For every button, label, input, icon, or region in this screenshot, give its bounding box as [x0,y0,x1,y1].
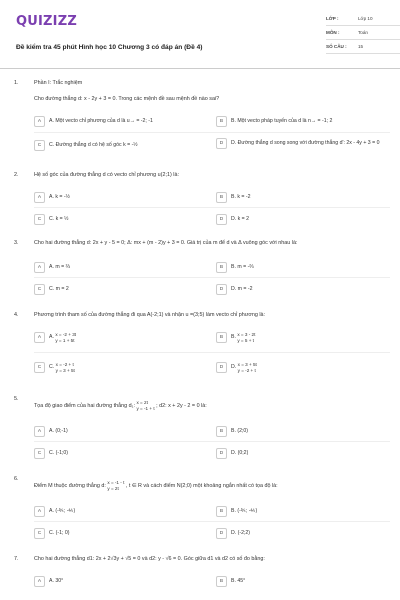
equation-system [55,332,76,343]
equation-line: y = -1 + t [136,405,155,411]
option-a[interactable] [34,192,212,203]
option-c[interactable] [34,362,212,373]
question-text: Phương trình tham số của đường thẳng đi qua A(-2;1) và nhận u =(3;5) làm vecto chỉ phương là: [34,312,266,318]
option-text: A. m = ⅔ [49,264,70,271]
meta-value: 15 [358,44,364,49]
option-letter: C [34,214,45,225]
question-number: 4. [14,312,19,318]
option-divider [34,132,390,133]
option-divider [34,352,390,353]
option-a[interactable] [34,426,212,437]
equation-system [107,480,124,491]
question-number: 6. [14,476,19,482]
question-number: 3. [14,240,19,246]
page-title: Đề kiểm tra 45 phút Hình học 10 Chương 3 có đáp án (Đề 4) [16,44,203,51]
question-text [34,480,384,491]
equation-line: x = 3 - 2t [237,332,256,337]
option-b[interactable] [216,192,394,203]
meta-row-subject [326,26,400,40]
option-letter: B [216,506,227,517]
meta-table [326,12,400,54]
option-text: B. (2;0) [231,428,249,435]
option-text: A. (0;-1) [49,428,68,435]
question-text: Cho đường thẳng d: x - 2y + 3 = 0. Trong các mệnh đề sau mệnh đề nào sai? [34,96,220,102]
option-text: B. 45° [231,578,246,585]
equation-line: x = 2t [136,400,148,405]
option-text: C. Đường thẳng d có hệ số góc k = -½ [49,142,138,149]
option-text: D. k = 2 [231,216,250,223]
option-text: D. m = -2 [231,286,253,293]
option-letter: D [216,528,227,539]
equation-system [237,332,255,343]
option-text: C. (-1; 0) [49,530,70,537]
option-b[interactable] [216,116,394,127]
option-c[interactable] [34,528,212,539]
header [16,12,388,60]
equation-line: y = 5 + t [237,337,254,343]
option-text: B. m = -⅔ [231,264,254,271]
option-letter: A [34,332,45,343]
option-text: B. Một vecto pháp tuyến của d là n→ = -1; 2 [231,118,333,125]
equation-line: y = 3 + 5t [55,367,75,373]
option-a[interactable] [34,116,212,127]
option-letter: A [34,116,45,127]
option-b[interactable] [216,576,394,587]
option-letter: C [34,528,45,539]
option-divider [34,521,390,522]
question-text-part: Tọa độ giao điểm của hai đường thẳng d₁: [34,402,135,409]
option-letter: B [216,262,227,273]
option-a[interactable] [34,332,212,343]
option-text: C. m = 2 [49,286,69,293]
option-letter: D [216,362,227,373]
option-c[interactable] [34,284,212,295]
option-text: D. (0;2) [231,450,249,457]
option-letter: B [216,332,227,343]
option-d[interactable] [216,528,394,539]
equation-line: x = 3 + 5t [237,362,257,367]
option-a[interactable] [34,506,212,517]
option-letter: C [34,362,45,373]
equation-system [238,362,257,373]
option-letter: D [216,284,227,295]
option-prefix: B. [231,334,236,341]
question-number: 2. [14,172,19,178]
question-text: Hệ số góc của đường thẳng d có vecto chỉ phương u(2;1) là: [34,172,179,178]
option-d[interactable] [216,284,394,295]
option-text: B. (-⅗; -⅘) [231,508,258,515]
question-text-part: , t ∈ R và cách điểm N(2;0) một khoảng ngắn nhất có tọa độ là: [125,482,278,489]
option-text: A. (-⅗; -⅘) [49,508,76,515]
option-letter: D [216,138,227,149]
equation-line: x = -2 + 3t [55,332,77,337]
equation-system [136,400,154,411]
equation-line: y = 2t [107,485,119,491]
option-letter: B [216,116,227,127]
option-d[interactable] [216,138,394,149]
meta-row-count [326,40,400,54]
option-b[interactable] [216,426,394,437]
meta-row-class [326,12,400,26]
option-letter: A [34,192,45,203]
equation-line: x = -2 + t [55,362,74,367]
header-divider [0,68,400,69]
option-c[interactable] [34,214,212,225]
option-a[interactable] [34,576,212,587]
meta-value: Lớp 10 [358,16,373,21]
option-d[interactable] [216,448,394,459]
option-letter: A [34,576,45,587]
question-text: Cho hai đường thẳng d: 2x + y - 5 = 0; Δ: mx + (m - 2)y + 3 = 0. Giá trị của m để d và Δ vuông góc với nhau là: [34,240,298,246]
option-text: B. k = -2 [231,194,251,201]
option-text: A. Một vecto chỉ phương của d là u→ = -2; -1 [49,118,153,125]
option-letter: A [34,262,45,273]
option-c[interactable] [34,448,212,459]
question-text-part: ; d2: x + 2y - 2 = 0 là: [156,402,207,409]
question-number: 5. [14,396,19,402]
option-prefix: C. [49,364,55,371]
option-letter: B [216,576,227,587]
option-text: D. Đường thẳng d song song với đường thẳng d': 2x - 4y + 3 = 0 [231,140,380,147]
option-b[interactable] [216,262,394,273]
option-prefix: A. [49,334,54,341]
question-text-part: Điểm M thuộc đường thẳng d: [34,482,106,489]
option-d[interactable] [216,214,394,225]
meta-value: Toán [358,30,368,35]
question-text: Cho hai đường thẳng d1: 2x + 2√3y + √5 = 0 và d2: y - √6 = 0. Góc giữa d1 và d2 có số đo bằng: [34,556,265,562]
option-text: C. k = ½ [49,216,69,223]
equation-line: y = -2 + t [237,367,256,373]
option-b[interactable] [216,506,394,517]
option-divider [34,441,390,442]
meta-label: LỚP : [326,16,339,21]
option-divider [34,207,390,208]
option-letter: C [34,140,45,151]
option-a[interactable] [34,262,212,273]
option-b[interactable] [216,332,394,343]
option-letter: C [34,284,45,295]
question-number: 7. [14,556,19,562]
option-d[interactable] [216,362,394,373]
meta-label: MÔN : [326,30,340,35]
equation-system [56,362,75,373]
option-letter: B [216,426,227,437]
option-letter: D [216,214,227,225]
quizizz-logo: QUIZIZZ [16,14,77,29]
question-number: 1. [14,80,19,86]
equation-line: y = 1 + 5t [55,337,75,343]
equation-line: x = -1 - t [107,480,125,485]
option-letter: A [34,426,45,437]
option-letter: C [34,448,45,459]
option-divider [34,277,390,278]
option-c[interactable] [34,140,212,151]
option-text: A. k = -½ [49,194,70,201]
option-text: D. (-2;2) [231,530,251,537]
option-text: C. (-1;0) [49,450,69,457]
section-heading: Phần I: Trắc nghiệm [34,80,83,86]
option-letter: B [216,192,227,203]
option-text: A. 30° [49,578,64,585]
question-text [34,400,384,411]
option-prefix: D. [231,364,237,371]
option-letter: A [34,506,45,517]
meta-label: SỐ CÂU : [326,44,347,49]
option-letter: D [216,448,227,459]
